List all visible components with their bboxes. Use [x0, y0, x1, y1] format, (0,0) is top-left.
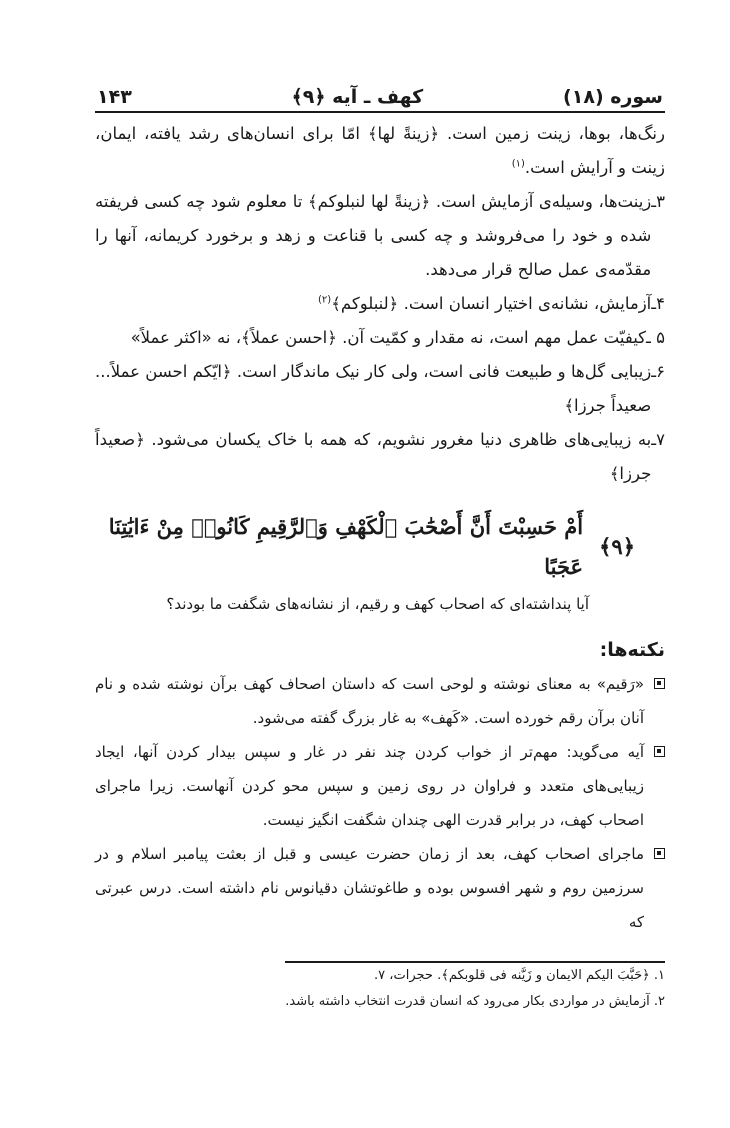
point-text: «رَقیم» به معنای نوشته و لوحی است که داستان اصحاف کهف برآن نوشته شده و نام آنان برآن رقم خورده است. «کَهف» به غار بزرگ گفته می‌شود. [95, 675, 644, 727]
square-bullet-icon [654, 746, 665, 757]
square-bullet-icon [654, 678, 665, 689]
item-text: آزمایش، نشانه‌ی اختیار انسان است. ﴿لنبلوکم﴾ [331, 294, 652, 313]
list-item [95, 321, 665, 355]
item-text: زیبایی گل‌ها و طبیعت فانی است، ولی کار نیک ماندگار است. ﴿ایّکم احسن عملاً... صعیداً جرزا﴾ [95, 362, 652, 415]
verse-translation: آیا پنداشته‌ای که اصحاب کهف و رقیم، از نشانه‌های شگفت ما بودند؟ [166, 595, 589, 613]
page-number: ۱۴۳ [97, 86, 132, 108]
points-list [95, 667, 665, 939]
verse-arabic: أَمْ حَسِبْتَ أَنَّ أَصْحَٰبَ ٱلْكَهْفِ وَٱلرَّقِيمِ كَانُوا۟ مِنْ ءَايَٰتِنَا عَجَبًا [108, 514, 584, 579]
footnote: ۲. آزمایش در مواردی بکار می‌رود که انسان قدرت انتخاب داشته باشد. [285, 994, 665, 1009]
intro-paragraph [95, 117, 665, 185]
item-number: ۶ـ [651, 362, 665, 381]
page-header [95, 78, 665, 113]
intro-text: رنگ‌ها، بوها، زینت زمین است. ﴿زینةً لها﴾ امّا برای انسان‌های رشد یافته، ایمان، زینت و آرایش است. [95, 124, 665, 177]
item-text: به زیبایی‌های ظاهری دنیا مغرور نشویم، که همه با خاک یکسان می‌شود. ﴿صعیداً جرزا﴾ [95, 430, 652, 483]
points-heading: نکته‌ها: [599, 639, 665, 661]
footnote: ۱. ﴿حَبَّبَ الیکم الایمان و زَیَّنه فی قلوبکم﴾. حجرات، ۷. [374, 968, 665, 983]
item-text: کیفیّت عمل مهم است، نه مقدار و کمّیت آن. ﴿احسن عملاً﴾، نه «اکثر عملاً» [130, 328, 647, 347]
list-item [95, 185, 665, 287]
point-text: آیه می‌گوید: مهم‌تر از خواب کردن چند نفر در غار و سپس بیدار کردن آنها، ایجاد زیبایی‌های متعدد و فراوان در روی زمین و سپس محو کردن آنهاست. زیرا ماجرای اصحاب کهف، در برابر قدرت الهی چندان شگفت انگیز نیست. [95, 743, 644, 829]
footnote-ref: (۲) [318, 294, 332, 306]
item-number: ۳ـ [651, 192, 665, 211]
verse-arabic-line [95, 507, 665, 587]
lessons-list [95, 185, 665, 491]
list-item [95, 423, 665, 491]
surah-verse-title: کهف ـ آیه ﴿۹﴾ [291, 86, 424, 108]
square-bullet-icon [654, 848, 665, 859]
item-number: ۴ـ [651, 294, 665, 313]
item-text-wrap [95, 287, 651, 321]
list-item [95, 667, 665, 735]
list-item [95, 735, 665, 837]
surah-label: سوره (۱۸) [563, 86, 663, 108]
item-number: ۷ـ [651, 430, 665, 449]
verse-number: ﴿۹﴾ [599, 534, 635, 559]
item-text: زینت‌ها، وسیله‌ی آزمایش است. ﴿زینةً لها لنبلوکم﴾ تا معلوم شود چه کسی فریفته شده و خود را می‌فروشد و چه کسی با قناعت و زهد و برخورد کریمانه، آنها را مقدّمه‌ی عمل صالح قرار می‌دهد. [95, 192, 652, 279]
item-number: ۵ ـ [646, 328, 665, 347]
list-item [95, 837, 665, 939]
list-item [95, 355, 665, 423]
book-page [95, 78, 665, 1015]
point-text: ماجرای اصحاب کهف، بعد از زمان حضرت عیسی و قبل از بعثت پیامبر اسلام و در سرزمین روم و شهر افسوس بوده و طاغوتشان دقیانوس نام داشته است. درس عبرتی که [95, 845, 644, 931]
list-item [95, 287, 665, 321]
footnote-ref: (۱) [511, 158, 525, 170]
